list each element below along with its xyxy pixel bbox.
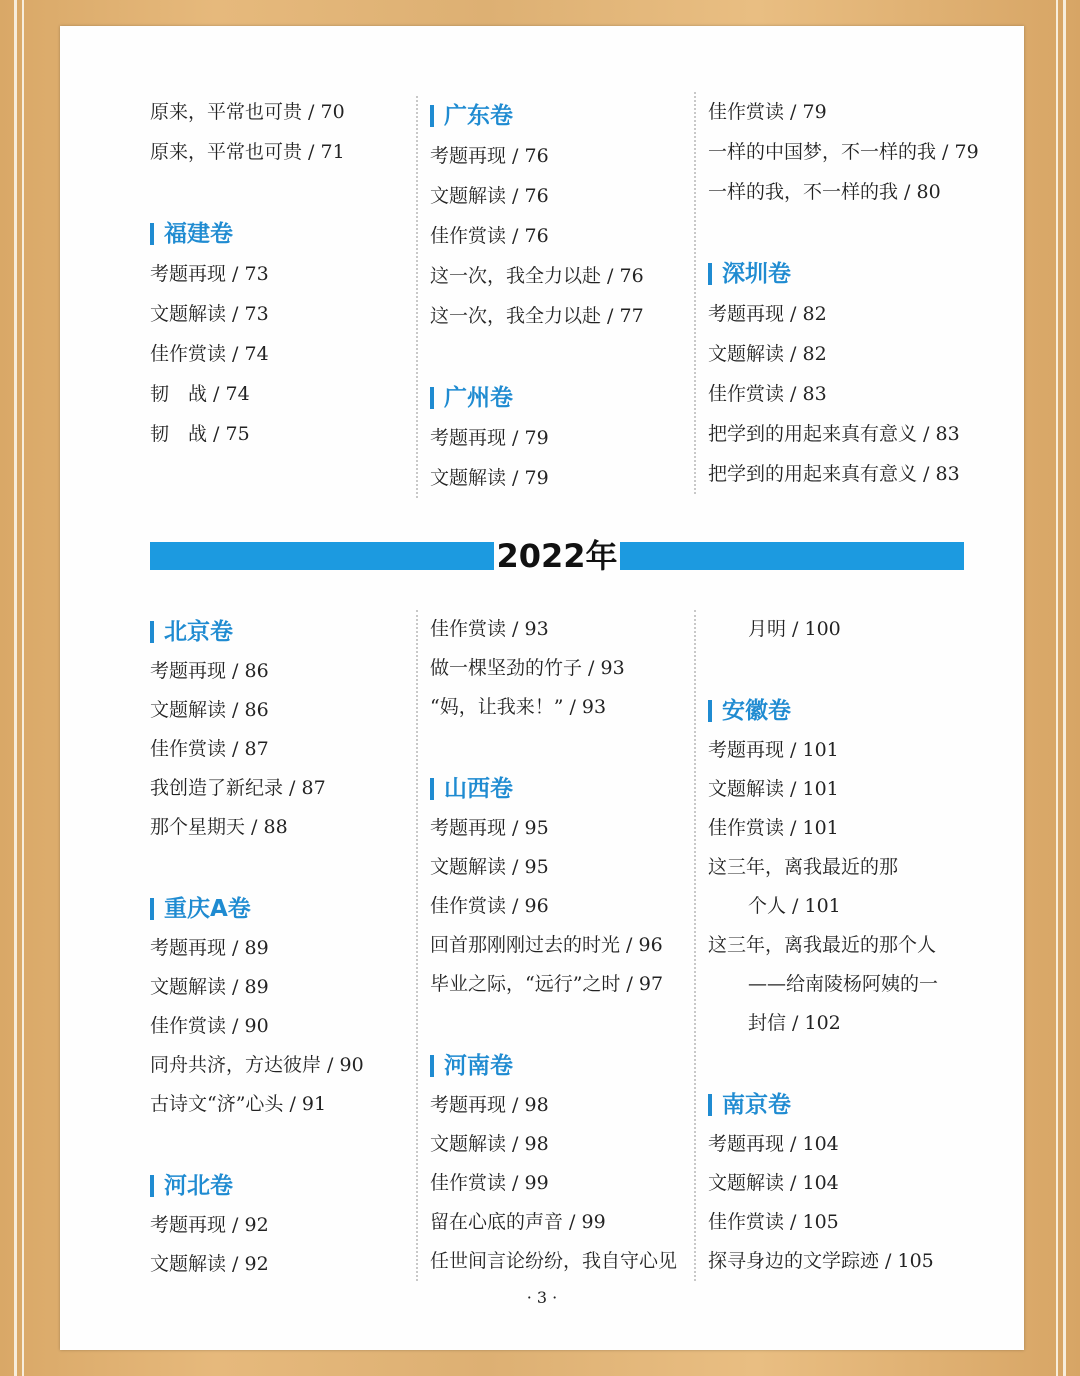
section-heading-text: 广州卷 <box>444 385 513 411</box>
toc-entry: 韧 战 / 74 <box>150 383 250 405</box>
toc-entry: 考题再现 / 79 <box>430 427 549 449</box>
toc-entry: 文题解读 / 98 <box>430 1133 549 1155</box>
section-heading <box>708 1085 978 1125</box>
toc-entry: 毕业之际，“远行”之时 / 97 <box>430 973 664 995</box>
section-heading <box>150 612 400 652</box>
toc-entry: 文题解读 / 76 <box>430 185 549 207</box>
toc-entry: 文题解读 / 79 <box>430 467 549 489</box>
section-spacer <box>708 649 978 691</box>
heading-bar-mark <box>430 778 434 800</box>
toc-entry: 韧 战 / 75 <box>150 423 250 445</box>
section-spacer <box>708 1043 978 1085</box>
year-divider-bar-right <box>620 542 964 570</box>
heading-bar-mark <box>150 223 154 245</box>
toc-entry: 文题解读 / 89 <box>150 976 269 998</box>
toc-entry: 考题再现 / 92 <box>150 1214 269 1236</box>
toc-entry: 回首那刚刚过去的时光 / 96 <box>430 934 663 956</box>
section-spacer <box>708 212 978 254</box>
toc-entry: 把学到的用起来真有意义 / 83 <box>708 463 960 485</box>
toc-column-bottom-2 <box>416 610 680 1281</box>
section-heading-text: 安徽卷 <box>722 698 791 724</box>
section-heading-text: 深圳卷 <box>722 261 791 287</box>
toc-entry: 月明 / 100 <box>748 618 841 640</box>
section-heading <box>150 1166 400 1206</box>
toc-entry: 原来，平常也可贵 / 70 <box>150 101 345 123</box>
heading-bar-mark <box>150 621 154 643</box>
section-spacer <box>150 172 400 214</box>
toc-column-top-3 <box>694 92 978 494</box>
section-heading <box>430 96 680 136</box>
toc-entry: 文题解读 / 86 <box>150 699 269 721</box>
section-heading <box>708 691 978 731</box>
toc-entry: 封信 / 102 <box>748 1012 841 1034</box>
toc-entry: 考题再现 / 73 <box>150 263 269 285</box>
toc-entry: 考题再现 / 101 <box>708 739 839 761</box>
toc-entry: 这一次，我全力以赴 / 77 <box>430 305 644 327</box>
toc-entry: 这三年，离我最近的那个人 <box>708 934 937 956</box>
frame-line-left-inner <box>22 0 24 1376</box>
section-heading <box>150 889 400 929</box>
heading-bar-mark <box>150 898 154 920</box>
section-heading <box>430 378 680 418</box>
page-number: · 3 · <box>526 1288 558 1307</box>
toc-entry: 那个星期天 / 88 <box>150 816 288 838</box>
toc-entry: 一样的中国梦，不一样的我 / 79 <box>708 141 979 163</box>
section-heading <box>430 769 680 809</box>
heading-bar-mark <box>150 1175 154 1197</box>
heading-bar-mark <box>430 387 434 409</box>
toc-entry: 佳作赏读 / 99 <box>430 1172 549 1194</box>
section-spacer <box>150 1124 400 1166</box>
toc-entry: 考题再现 / 89 <box>150 937 269 959</box>
section-heading-text: 河南卷 <box>444 1053 513 1079</box>
section-spacer <box>430 1004 680 1046</box>
toc-column-bottom-1 <box>150 612 400 1284</box>
section-heading-text: 北京卷 <box>164 619 233 645</box>
toc-entry: 原来，平常也可贵 / 71 <box>150 141 345 163</box>
toc-entry: 这三年，离我最近的那 <box>708 856 899 878</box>
toc-entry: ——给南陵杨阿姨的一 <box>748 973 939 995</box>
section-heading-text: 广东卷 <box>444 103 513 129</box>
section-heading-text: 山西卷 <box>444 776 513 802</box>
toc-entry: 文题解读 / 73 <box>150 303 269 325</box>
toc-column-bottom-3 <box>694 610 978 1281</box>
toc-entry: 一样的我，不一样的我 / 80 <box>708 181 941 203</box>
toc-entry: 同舟共济，方达彼岸 / 90 <box>150 1054 364 1076</box>
toc-column-top-1 <box>150 92 400 454</box>
toc-entry: 佳作赏读 / 101 <box>708 817 839 839</box>
heading-bar-mark <box>708 1094 712 1116</box>
toc-entry: 个人 / 101 <box>748 895 841 917</box>
heading-bar-mark <box>430 105 434 127</box>
toc-entry: 佳作赏读 / 87 <box>150 738 269 760</box>
section-spacer <box>430 336 680 378</box>
toc-entry: 考题再现 / 76 <box>430 145 549 167</box>
toc-entry: 佳作赏读 / 76 <box>430 225 549 247</box>
toc-entry: 做一棵坚劲的竹子 / 93 <box>430 657 625 679</box>
heading-bar-mark <box>430 1055 434 1077</box>
toc-entry: 佳作赏读 / 96 <box>430 895 549 917</box>
page-sheet <box>60 26 1024 1350</box>
section-heading <box>430 1046 680 1086</box>
toc-entry: 考题再现 / 98 <box>430 1094 549 1116</box>
year-heading: 2022年 <box>494 536 620 576</box>
toc-column-top-2 <box>416 96 680 498</box>
section-heading-text: 福建卷 <box>164 221 233 247</box>
section-spacer <box>430 727 680 769</box>
toc-entry: 佳作赏读 / 74 <box>150 343 269 365</box>
toc-entry: 文题解读 / 82 <box>708 343 827 365</box>
toc-entry: 考题再现 / 86 <box>150 660 269 682</box>
frame-line-left-outer <box>14 0 17 1376</box>
toc-entry: 探寻身边的文学踪迹 / 105 <box>708 1250 934 1272</box>
toc-entry: 佳作赏读 / 79 <box>708 101 827 123</box>
section-heading-text: 河北卷 <box>164 1173 233 1199</box>
toc-entry: 把学到的用起来真有意义 / 83 <box>708 423 960 445</box>
toc-entry: 这一次，我全力以赴 / 76 <box>430 265 644 287</box>
toc-entry: 佳作赏读 / 90 <box>150 1015 269 1037</box>
toc-entry: 考题再现 / 82 <box>708 303 827 325</box>
section-heading-text: 南京卷 <box>722 1092 791 1118</box>
toc-entry: 佳作赏读 / 105 <box>708 1211 839 1233</box>
toc-entry: 文题解读 / 104 <box>708 1172 839 1194</box>
toc-entry: 文题解读 / 101 <box>708 778 839 800</box>
heading-bar-mark <box>708 263 712 285</box>
year-divider-bar-left <box>150 542 494 570</box>
frame-line-right-outer <box>1063 0 1066 1376</box>
toc-entry: 考题再现 / 104 <box>708 1133 839 1155</box>
toc-entry: 任世间言论纷纷，我自守心见 <box>430 1250 678 1272</box>
section-heading-text: 重庆A卷 <box>164 896 251 922</box>
toc-entry: 古诗文“济”心头 / 91 <box>150 1093 327 1115</box>
section-heading <box>708 254 978 294</box>
toc-entry: 佳作赏读 / 93 <box>430 618 549 640</box>
toc-entry: 佳作赏读 / 83 <box>708 383 827 405</box>
section-heading <box>150 214 400 254</box>
toc-entry: 文题解读 / 95 <box>430 856 549 878</box>
toc-entry: 考题再现 / 95 <box>430 817 549 839</box>
toc-entry: 文题解读 / 92 <box>150 1253 269 1275</box>
frame-line-right-inner <box>1056 0 1058 1376</box>
toc-entry: 留在心底的声音 / 99 <box>430 1211 606 1233</box>
toc-entry: “妈，让我来！” / 93 <box>430 696 607 718</box>
section-spacer <box>150 847 400 889</box>
toc-entry: 我创造了新纪录 / 87 <box>150 777 326 799</box>
year-divider <box>150 537 964 575</box>
heading-bar-mark <box>708 700 712 722</box>
